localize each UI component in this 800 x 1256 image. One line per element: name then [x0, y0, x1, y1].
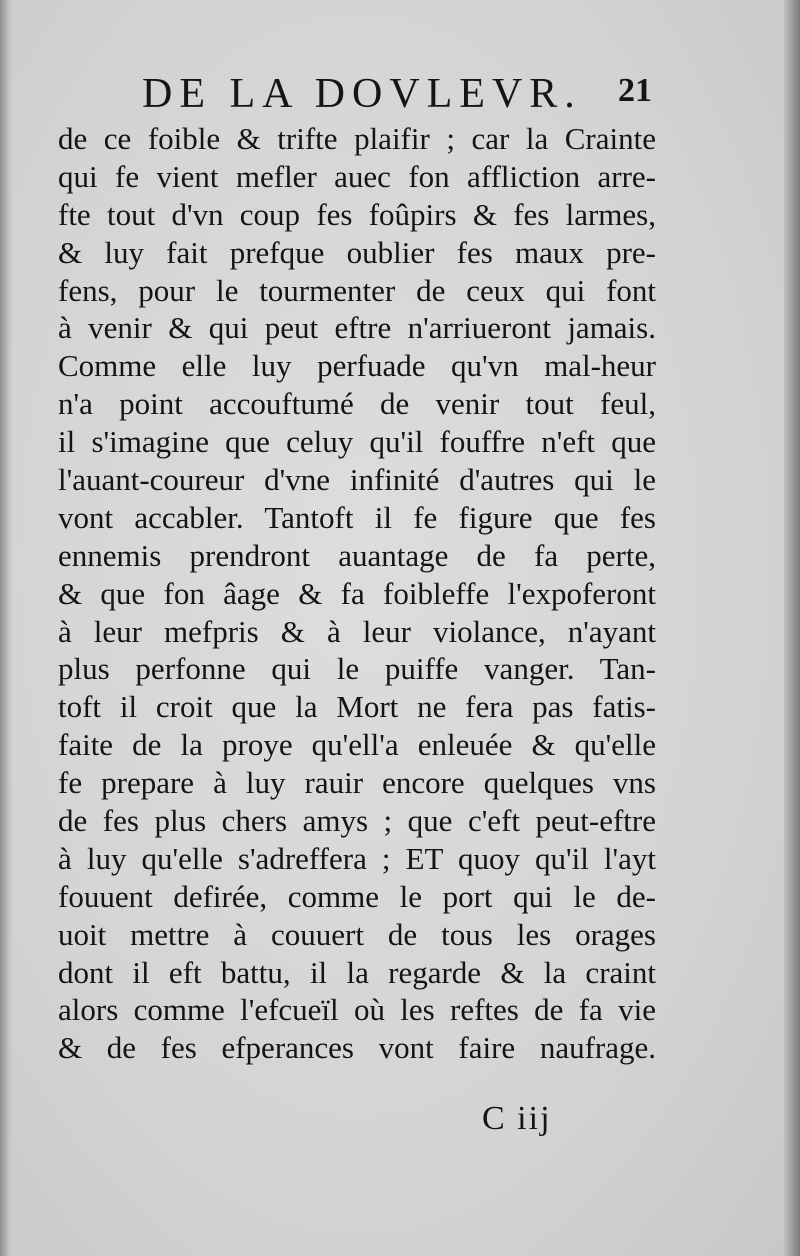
text-line: fouuent defirée, comme le port qui le de-	[58, 878, 656, 914]
page-number: 21	[618, 72, 652, 109]
text-line: dont il eft battu, il la regarde & la craint	[58, 954, 656, 990]
text-line: de ce foible & trifte plaifir ; car la Crainte	[58, 121, 656, 156]
text-line: à venir & qui peut eftre n'arriueront jamais.	[58, 310, 656, 346]
text-line: uoit mettre à couuert de tous les orages	[58, 916, 656, 952]
text-line: qui fe vient mefler auec fon affliction arre-	[58, 158, 656, 194]
text-line: fte tout d'vn coup fes foûpirs & fes larmes,	[58, 196, 656, 232]
text-line: fe prepare à luy rauir encore quelques vns	[58, 765, 656, 801]
text-line: & luy fait prefque oublier fes maux pre-	[58, 234, 656, 270]
text-line: fens, pour le tourmenter de ceux qui font	[58, 272, 656, 308]
running-head-title: DE LA DOVLEVR.	[142, 71, 582, 117]
signature-mark: C iij	[482, 1100, 552, 1137]
text-line: il s'imagine que celuy qu'il fouffre n'eft que	[58, 424, 656, 460]
text-line: vont accabler. Tantoft il fe figure que fes	[58, 499, 656, 535]
text-line: de fes plus chers amys ; que c'eft peut-eftre	[58, 803, 656, 839]
text-line: & que fon âage & fa foibleffe l'expoferont	[58, 575, 656, 611]
text-line: l'auant-coureur d'vne infinité d'autres qui le	[58, 462, 656, 498]
text-line: ennemis prendront auantage de fa perte,	[58, 537, 656, 573]
text-line: alors comme l'efcueïl où les reftes de fa vie	[58, 992, 656, 1028]
text-line: à luy qu'elle s'adreffera ; ET quoy qu'il l'ayt	[58, 840, 656, 876]
text-line: à leur mefpris & à leur violance, n'ayant	[58, 613, 656, 649]
text-line: Comme elle luy perfuade qu'vn mal-heur	[58, 348, 656, 384]
text-line-last: & de fes efperances vont faire naufrage.	[58, 1030, 656, 1066]
text-line: n'a point accouftumé de venir tout feul,	[58, 386, 656, 422]
body-text	[58, 120, 656, 1067]
text-line: plus perfonne qui le puiffe vanger. Tan-	[58, 651, 656, 687]
text-line: toft il croit que la Mort ne fera pas fatis-	[58, 689, 656, 725]
text-line: faite de la proye qu'ell'a enleuée & qu'elle	[58, 727, 656, 763]
running-head	[142, 70, 662, 120]
book-page	[12, 0, 784, 1256]
